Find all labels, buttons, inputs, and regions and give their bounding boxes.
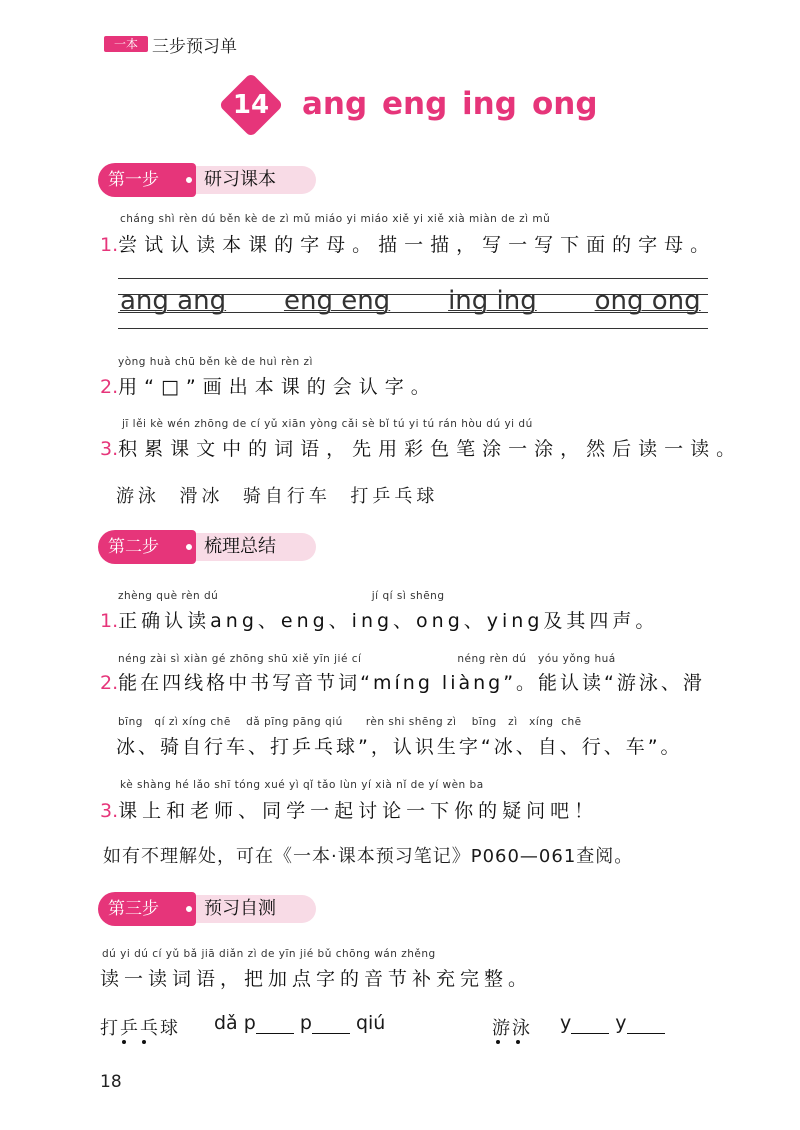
p3-number: 3. (100, 800, 119, 822)
q3-number: 3. (100, 438, 119, 460)
page-number: 18 (100, 1072, 122, 1092)
answer1-part1: dǎ p (214, 1012, 256, 1034)
answer1-part2: p (299, 1012, 312, 1034)
step1-heading (98, 163, 328, 197)
step1-q1 (100, 230, 716, 257)
writing-practice (120, 286, 701, 316)
test-word-2: 游泳 (492, 1018, 532, 1039)
step3-title: 预习自测 (204, 898, 276, 919)
step2-p1-pinyin: zhèng què rèn dú jí qí sì shēng (118, 590, 445, 602)
header-title: 三步预习单 (152, 37, 237, 57)
answer2-part2: y (615, 1012, 627, 1034)
step2-p1 (100, 606, 658, 633)
answer2-part1: y (560, 1012, 572, 1034)
p1-number: 1. (100, 610, 119, 632)
step-dot-icon (184, 542, 194, 552)
vocabulary-words: 游泳 滑冰 骑自行车 打乒乓球 (116, 486, 439, 507)
q2-text: 用“□”画出本课的会认字。 (118, 376, 437, 398)
brand-logo: 一本 (104, 36, 148, 52)
step2-p3 (100, 796, 598, 823)
blank-field[interactable] (627, 1015, 665, 1034)
step2-p2b: 冰、骑自行车、打乒乓球”，认识生字“冰、自、行、车”。 (116, 736, 683, 758)
writing-ang: ang ang (120, 286, 227, 316)
emphasis-dot (142, 1040, 146, 1044)
step2-p3-pinyin: kè shàng hé lǎo shī tóng xué yì qǐ tǎo lùn yí xià nǐ de yí wèn ba (120, 779, 484, 791)
step3-label: 第三步 (108, 899, 159, 919)
writing-ong: ong ong (594, 286, 701, 316)
step3-question: 读一读词语，把加点字的音节补充完整。 (100, 968, 533, 990)
step3-pinyin: dú yi dú cí yǔ bǎ jiā diǎn zì de yīn jié bǔ chōng wán zhěng (102, 948, 436, 960)
lesson-title-ang: ang (302, 86, 368, 122)
p2-number: 2. (100, 672, 119, 694)
emphasis-dot (496, 1040, 500, 1044)
step3-heading (98, 892, 328, 926)
test-word-1: 打乒乓球 (100, 1018, 180, 1039)
q1-number: 1. (100, 234, 119, 256)
writing-ing: ing ing (448, 286, 537, 316)
reference-note: 如有不理解处，可在《一本·课本预习笔记》P060—061查阅。 (103, 846, 634, 867)
lesson-number: 14 (232, 90, 270, 120)
step2-p2a (100, 668, 705, 695)
step2-heading (98, 530, 328, 564)
answer1-part3: qiú (355, 1012, 386, 1034)
step-dot-icon (184, 175, 194, 185)
blank-field[interactable] (256, 1015, 294, 1034)
step1-q1-pinyin: cháng shì rèn dú běn kè de zì mǔ miáo yi miáo xiě yi xiě xià miàn de zì mǔ (120, 213, 551, 225)
lesson-title-ing: ing (462, 86, 517, 122)
step2-p2b-pinyin: bīng qí zì xíng chē dǎ pīng pāng qiú rèn shi shēng zì bīng zì xíng chē (118, 716, 582, 728)
q2-number: 2. (100, 376, 119, 398)
lesson-title-eng: eng (382, 86, 448, 122)
grid-line (118, 278, 708, 279)
step1-label: 第一步 (108, 170, 159, 190)
step2-p2a-pinyin: néng zài sì xiàn gé zhōng shū xiě yīn jié cí néng rèn dú yóu yǒng huá (118, 653, 616, 665)
p2a-text: 能在四线格中书写音节词“míng liàng”。能认读“游泳、滑 (118, 672, 705, 694)
emphasis-dot (516, 1040, 520, 1044)
step1-title: 研习课本 (204, 169, 276, 190)
step1-q3-pinyin: jī lěi kè wén zhōng de cí yǔ xiān yòng cǎi sè bǐ tú yi tú rán hòu dú yi dú (122, 418, 533, 430)
blank-field[interactable] (312, 1015, 350, 1034)
step-dot-icon (184, 904, 194, 914)
p1-text: 正确认读ang、eng、ing、ong、ying及其四声。 (118, 610, 659, 632)
step1-q2 (100, 372, 437, 399)
p3-text: 课上和老师、同学一起讨论一下你的疑问吧！ (118, 800, 599, 822)
test-answer-2 (560, 1012, 665, 1034)
q3-text: 积累课文中的词语，先用彩色笔涂一涂，然后读一读。 (118, 438, 743, 460)
lesson-title-ong: ong (532, 86, 598, 122)
step2-label: 第二步 (108, 537, 159, 557)
blank-field[interactable] (571, 1015, 609, 1034)
q1-text: 尝试认读本课的字母。描一描，写一写下面的字母。 (118, 234, 717, 256)
grid-line (118, 328, 708, 329)
test-answer-1 (214, 1012, 385, 1034)
step2-title: 梳理总结 (204, 536, 276, 557)
step1-q2-pinyin: yòng huà chū běn kè de huì rèn zì (118, 356, 313, 368)
writing-eng: eng eng (283, 286, 391, 316)
step1-q3 (100, 434, 742, 461)
emphasis-dot (122, 1040, 126, 1044)
